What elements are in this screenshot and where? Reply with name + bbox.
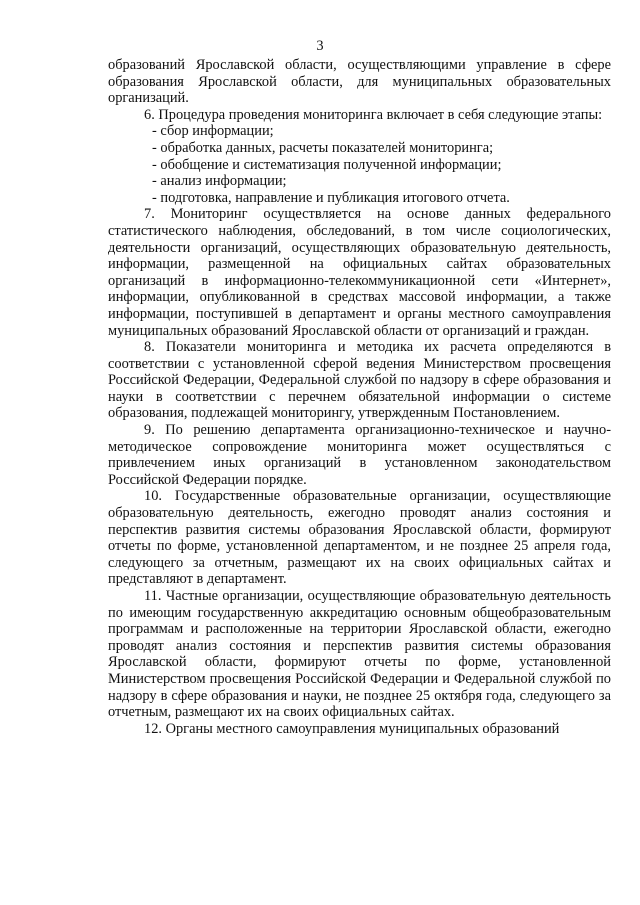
page-number: 3 <box>316 38 324 54</box>
paragraph-7: 7. Мониторинг осуществляется на основе данных федерального статистического наблюдения, обследований, в том числе социологических, деятельности организаций, осуществляющих образовательную деятельность, информации, размещенной на официальных сайтах образовательных организаций в информационно-телекоммуникационной сети «Интернет», информации, опубликованной в средствах массовой информации, а также информации, поступившей в департамент и органы местного самоуправления муниципальных образований Ярославской области от организаций и граждан. <box>108 206 611 339</box>
stage-item: - обработка данных, расчеты показателей мониторинга; <box>152 139 494 156</box>
stages-list <box>108 123 611 206</box>
paragraph-10: 10. Государственные образовательные организации, осуществляющие образовательную деятельность, ежегодно проводят анализ состояния и перспектив развития системы образования Ярославской области, формируют отчеты по форме, установленной департаментом, и не позднее 25 апреля года, следующего за отчетным, размещают их на своих официальных сайтах и представляют в департамент. <box>108 488 611 588</box>
stage-item: - подготовка, направление и публикация итогового отчета. <box>152 189 510 206</box>
document-body <box>108 57 611 737</box>
paragraph-11: 11. Частные организации, осуществляющие образовательную деятельность по имеющим государственную аккредитацию основным общеобразовательным программам и расположенные на территории Ярославской области, ежегодно проводят анализ состояния и перспектив развития системы образования Ярославской области, формируют отчеты по форме, установленной Министерством просвещения Российской Федерации и Федеральной службой по надзору в сфере образования и науки, не позднее 25 октября года, следующего за отчетным, размещают их на своих официальных сайтах. <box>108 588 611 721</box>
stage-item: - анализ информации; <box>152 173 287 190</box>
paragraph-12: 12. Органы местного самоуправления муниципальных образований <box>144 720 560 737</box>
stage-item: - обобщение и систематизация полученной информации; <box>152 156 502 173</box>
paragraph-continuation: образований Ярославской области, осуществляющими управление в сфере образования Ярославской области, для муниципальных образовательных организаций. <box>108 57 611 107</box>
paragraph-6: 6. Процедура проведения мониторинга включает в себя следующие этапы: <box>144 106 603 123</box>
paragraph-9: 9. По решению департамента организационно-техническое и научно-методическое сопровождение мониторинга может осуществляться с привлечением иных организаций в установленном законодательством Российской Федерации порядке. <box>108 422 611 488</box>
paragraph-8: 8. Показатели мониторинга и методика их расчета определяются в соответствии с установленной сферой ведения Министерством просвещения Российской Федерации, Федеральной службой по надзору в сфере образования и науки в соответствии с перечнем обязательной информации о системе образования, подлежащей мониторингу, утвержденным Постановлением. <box>108 339 611 422</box>
stage-item: - сбор информации; <box>152 123 274 140</box>
